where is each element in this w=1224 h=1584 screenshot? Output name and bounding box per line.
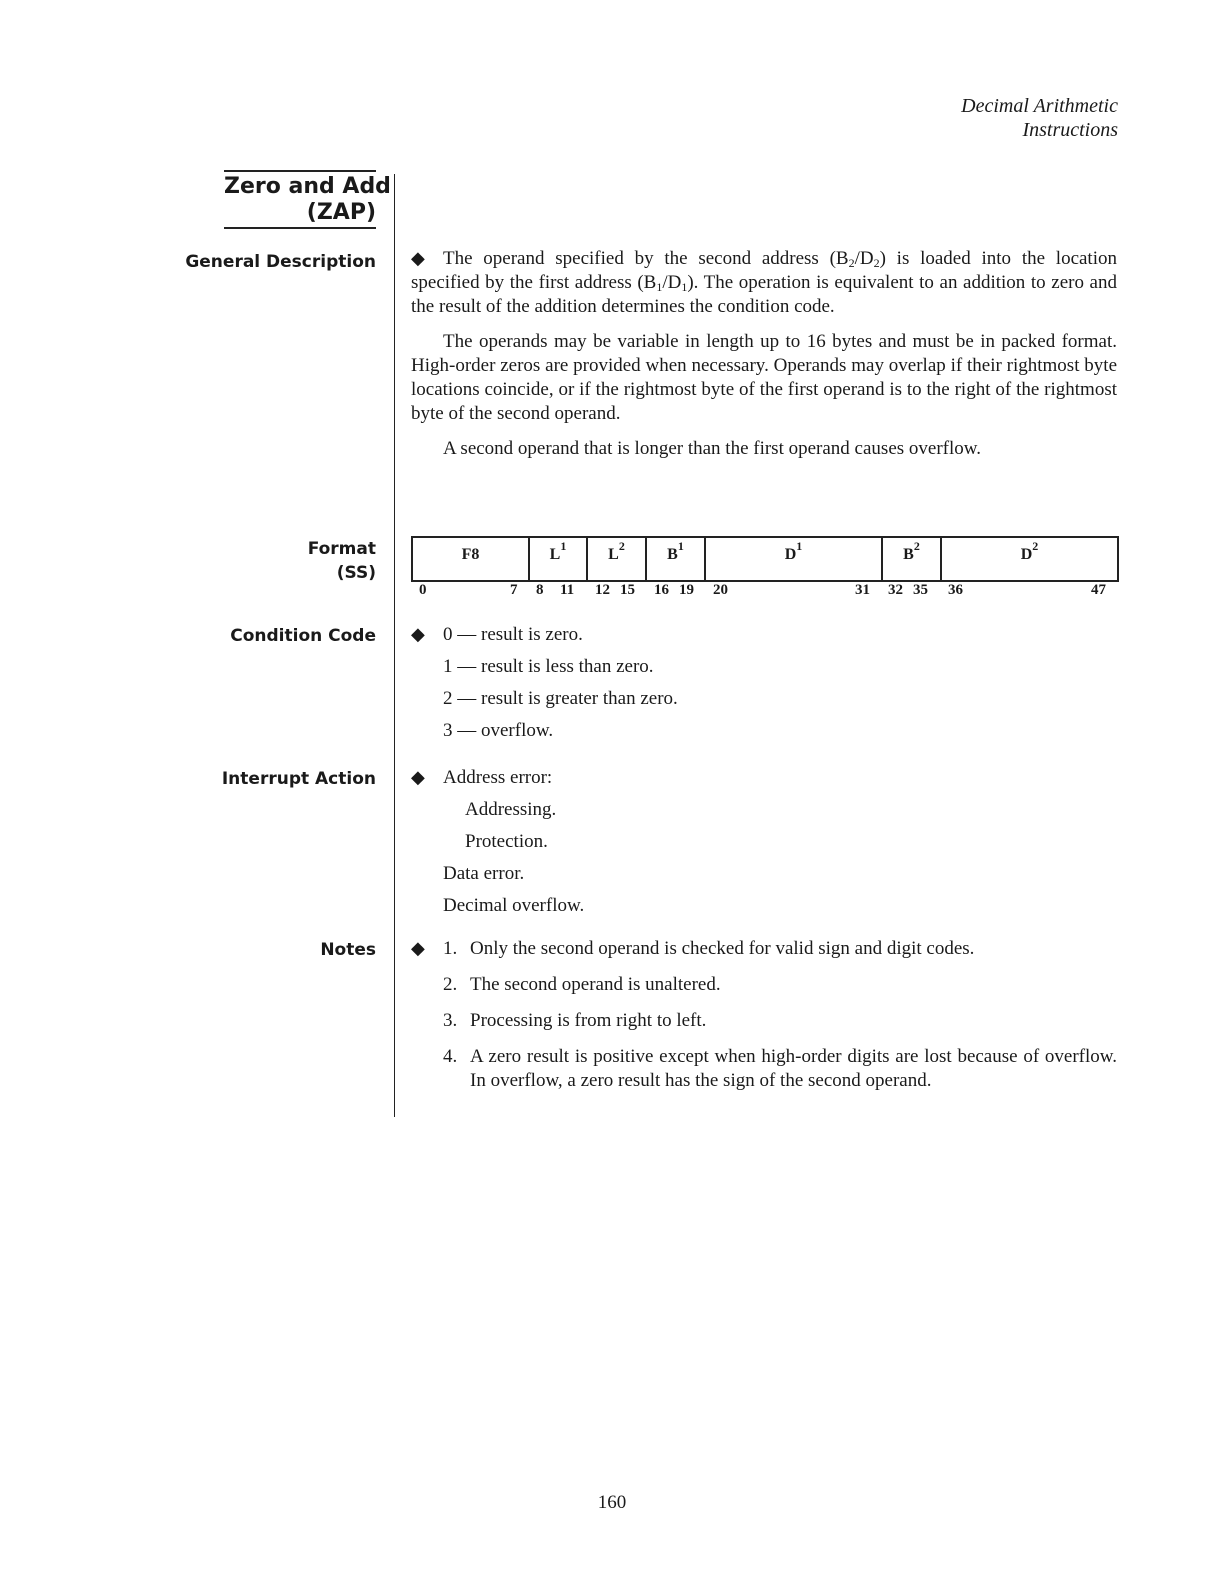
list-item: ◆ 0 — result is zero. bbox=[411, 624, 583, 645]
bit-number: 32 bbox=[888, 582, 903, 598]
vertical-rule bbox=[394, 174, 395, 1117]
running-head-line1: Decimal Arithmetic bbox=[961, 95, 1118, 117]
list-item: Addressing. bbox=[465, 799, 557, 820]
bit-number: 16 bbox=[654, 582, 669, 598]
paragraph-1: ◆ The operand specified by the second address $(B_2/D_2)$ is loaded into the location specified by the first address $(B_1/D_1)$. The operation is equivalent to an addition to zero and the result of the addition determines the condition code. bbox=[411, 248, 1117, 317]
condition-code-list bbox=[411, 623, 1117, 751]
list-item: ◆ Address error: bbox=[411, 767, 553, 788]
bit-number: 8 bbox=[536, 582, 544, 598]
bit-number: 7 bbox=[510, 582, 518, 598]
list-item: Data error. bbox=[443, 863, 525, 884]
field-l1: L 1 bbox=[530, 538, 588, 580]
list-item: 3. Processing is from right to left. bbox=[443, 1010, 707, 1031]
field-d2: D 2 bbox=[1020, 539, 1039, 563]
list-item: Decimal overflow. bbox=[443, 895, 585, 916]
label-format: Format bbox=[307, 539, 376, 559]
bit-number: 11 bbox=[560, 582, 575, 598]
field-l2: L 2 bbox=[588, 538, 647, 580]
running-head-line2: Instructions bbox=[1022, 119, 1118, 141]
list-item: 4. A zero result is positive except when high-order digits are lost because of overflow. In overflow, a zero result has the sign of the second operand. bbox=[443, 1046, 1117, 1091]
bit-number: 31 bbox=[855, 582, 870, 598]
list-item: 2 — result is greater than zero. bbox=[443, 688, 678, 709]
bit-number: 47 bbox=[1091, 582, 1106, 598]
diamond-bullet-icon: ◆ bbox=[411, 767, 425, 788]
list-item: 2. The second operand is unaltered. bbox=[443, 974, 721, 995]
field-opcode: F8 bbox=[413, 538, 530, 580]
format-diagram bbox=[411, 536, 1119, 582]
field-b2: B 2 bbox=[883, 538, 942, 580]
label-general-description: General Description bbox=[185, 252, 376, 272]
list-item: 1 — result is less than zero. bbox=[443, 656, 654, 677]
bit-number: 12 bbox=[595, 582, 610, 598]
bit-number: 20 bbox=[713, 582, 728, 598]
title-line2: (ZAP) bbox=[306, 200, 376, 225]
interrupt-action-list bbox=[411, 766, 1117, 926]
list-item: ◆ 1. Only the second operand is checked for valid sign and digit codes. bbox=[411, 938, 975, 959]
label-interrupt-action: Interrupt Action bbox=[221, 769, 376, 789]
diamond-bullet-icon: ◆ bbox=[411, 624, 425, 645]
notes-list bbox=[411, 937, 1117, 1105]
bit-number: 0 bbox=[419, 582, 427, 598]
paragraph-2: The operands may be variable in length up to 16 bytes and must be in packed format. High-order zeros are provided when necessary. Operands may overlap if their rightmost byte locations coincide, or if the rightmost byte of the first operand is to the right of the rightmost byte of the second operand. bbox=[411, 331, 1117, 424]
list-item: 3 — overflow. bbox=[443, 720, 554, 741]
label-notes: Notes bbox=[320, 940, 376, 960]
field-d1: D 1 bbox=[706, 538, 883, 580]
label-format-type: (SS) bbox=[336, 563, 376, 583]
general-description bbox=[411, 247, 1117, 461]
label-condition-code: Condition Code bbox=[230, 626, 376, 646]
bit-number: 36 bbox=[948, 582, 963, 598]
instruction-title bbox=[224, 170, 391, 229]
bit-number: 35 bbox=[913, 582, 928, 598]
page-number: 160 bbox=[597, 1492, 627, 1513]
bit-number: 15 bbox=[620, 582, 635, 598]
field-b1: B 1 bbox=[647, 538, 706, 580]
diamond-bullet-icon: ◆ bbox=[411, 248, 425, 269]
list-item: Protection. bbox=[465, 831, 548, 852]
diamond-bullet-icon: ◆ bbox=[411, 938, 425, 959]
running-head bbox=[961, 94, 1118, 142]
paragraph-3: A second operand that is longer than the first operand causes overflow. bbox=[443, 438, 981, 459]
bit-number: 19 bbox=[679, 582, 694, 598]
title-line1: Zero and Add bbox=[224, 174, 391, 199]
